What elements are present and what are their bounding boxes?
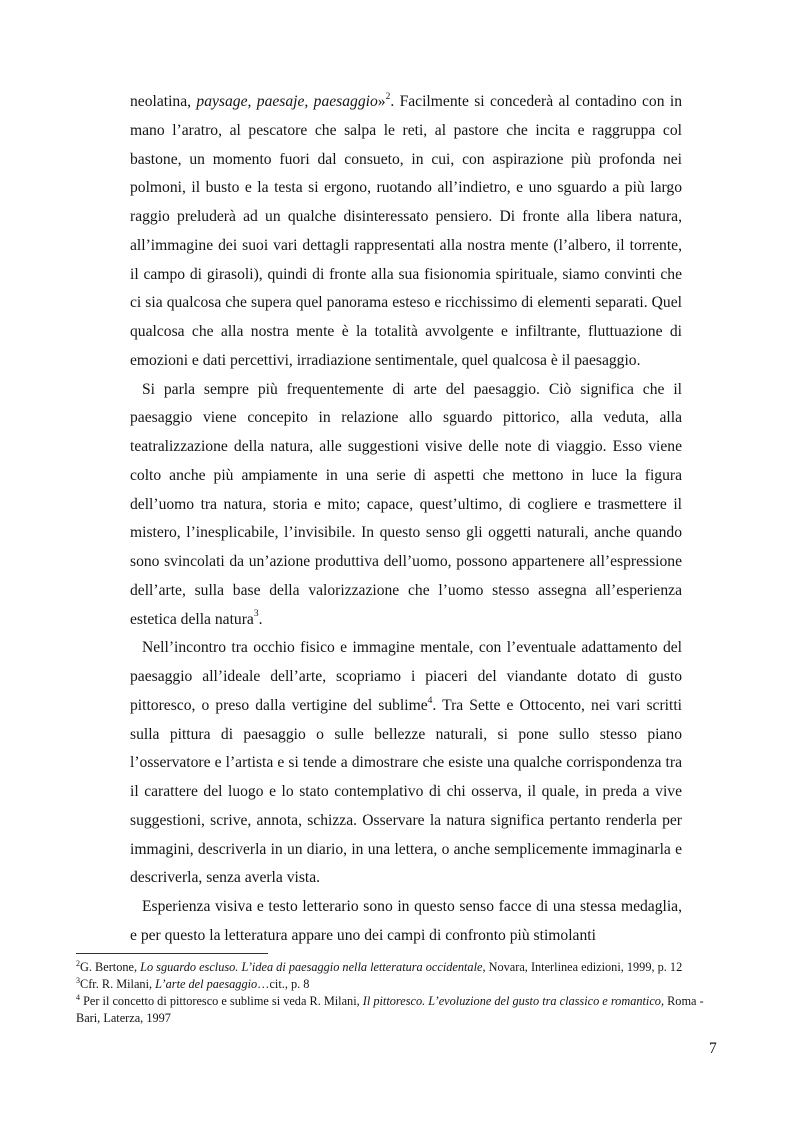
p1-text-rest: . Facilmente si concederà al contadino con in mano l’aratro, al pescatore che salpa le reti, al pastore che incita e raggruppa col bastone, un momento fuori dal consueto, in cui, con aspirazione più profonda nei polmoni, il busto e la testa si ergono, ruotando all’indietro, e uno sguardo a più largo raggio preluderà ad un qualche disinteressato pensiero. Di fronte alla libera natura, all’immagine dei suoi vari dettagli rappresentati alla nostra mente (l’albero, il torrente, il campo di girasoli), quindi di fronte alla sua fisionomia spirituale, siamo convinti che ci sia qualcosa che supera quel panorama esteso e ricchissimo di elementi separati. Quel qualcosa che alla nostra mente è la totalità avvolgente e infiltrante, fluttuazione di emozioni e dati percettivi, irradiazione sentimentale, quel qualcosa è il paesaggio. — [130, 93, 683, 369]
footnote-ref-4[interactable]: 4 — [427, 695, 433, 706]
p1-closing-quote: » — [377, 93, 386, 110]
p3-text-start: Nell’incontro tra occhio fisico e immagine mentale, con l’eventuale adattamento del paesaggio all’ideale dell’arte, scopriamo i piaceri del viandante dotato di gusto pittoresco, o preso dalla vertigine del sublime — [130, 639, 682, 714]
footnote-number: 4 — [76, 992, 80, 1002]
footnotes — [76, 959, 721, 1027]
paragraph-3 — [130, 634, 682, 893]
footnote-author: G. Bertone, — [80, 960, 141, 974]
p1-italic-terms: paysage, paesaje, paesaggio — [196, 93, 378, 110]
page-number: 7 — [709, 1040, 717, 1057]
footnote-publication: Roma - Bari, Laterza, 1997 — [76, 994, 704, 1025]
footnote-4 — [76, 993, 721, 1027]
footnote-author: Per il concetto di pittoresco e sublime si veda R. Milani, — [80, 994, 363, 1008]
paragraph-4 — [130, 893, 682, 951]
main-text — [130, 88, 682, 951]
paragraph-2 — [130, 376, 682, 635]
paragraph-1 — [130, 88, 682, 376]
p2-end: . — [258, 610, 263, 628]
footnote-ref-2[interactable]: 2 — [385, 91, 391, 102]
p4-text: Esperienza visiva e testo letterario sono in questo senso facce di una stessa medaglia, e per questo la letteratura appare uno dei campi di confronto più stimolanti — [130, 898, 682, 944]
footnote-title: L’arte del paesaggio — [155, 977, 258, 991]
footnote-number: 3 — [76, 975, 80, 985]
footnote-publication: …cit., p. 8 — [257, 977, 310, 991]
footnote-title: Il pittoresco. L’evoluzione del gusto tra classico e romantico, — [362, 994, 665, 1008]
footnote-number: 2 — [76, 958, 80, 968]
footnote-title: Lo sguardo escluso. L’idea di paesaggio nella letteratura occidentale, — [140, 960, 486, 974]
p3-text-rest: . Tra Sette e Ottocento, nei vari scritti sulla pittura di paesaggio o sulle bellezze naturali, si pone sullo stesso piano l’osservatore e l’artista e si tende a dimostrare che esiste una qualche corrispondenza tra il carattere del luogo e lo stato contemplativo di chi osserva, il quale, in preda a vive suggestioni, scrive, annota, schizza. Osservare la natura significa pertanto renderla per immagini, descriverla in un diario, in una lettera, o anche semplicemente immaginarla e descriverla, senza averla vista. — [130, 696, 682, 887]
footnote-ref-3[interactable]: 3 — [253, 609, 259, 620]
footnote-separator — [76, 953, 268, 954]
footnote-3 — [76, 976, 721, 993]
p1-text-start: neolatina, — [130, 93, 197, 110]
p2-text: Si parla sempre più frequentemente di arte del paesaggio. Ciò significa che il paesaggio viene concepito in relazione allo sguardo pittorico, alla veduta, alla teatralizzazione della natura, alle suggestioni visive delle note di viaggio. Esso viene colto anche più ampiamente in una serie di aspetti che mettono in luce la figura dell’uomo tra natura, storia e mito; capace, quest’ultimo, di cogliere e trasmettere il mistero, l’inesplicabile, l’invisibile. In questo senso gli oggetti naturali, anche quando sono svincolati da un’azione produttiva dell’uomo, possono appartenere all’espressione dell’arte, sulla base della valorizzazione che l’uomo stesso assegna all’esperienza estetica della natura — [130, 380, 682, 628]
footnote-publication: Novara, Interlinea edizioni, 1999, p. 12 — [485, 960, 683, 974]
footnote-2 — [76, 959, 721, 976]
footnote-author: Cfr. R. Milani, — [80, 977, 156, 991]
